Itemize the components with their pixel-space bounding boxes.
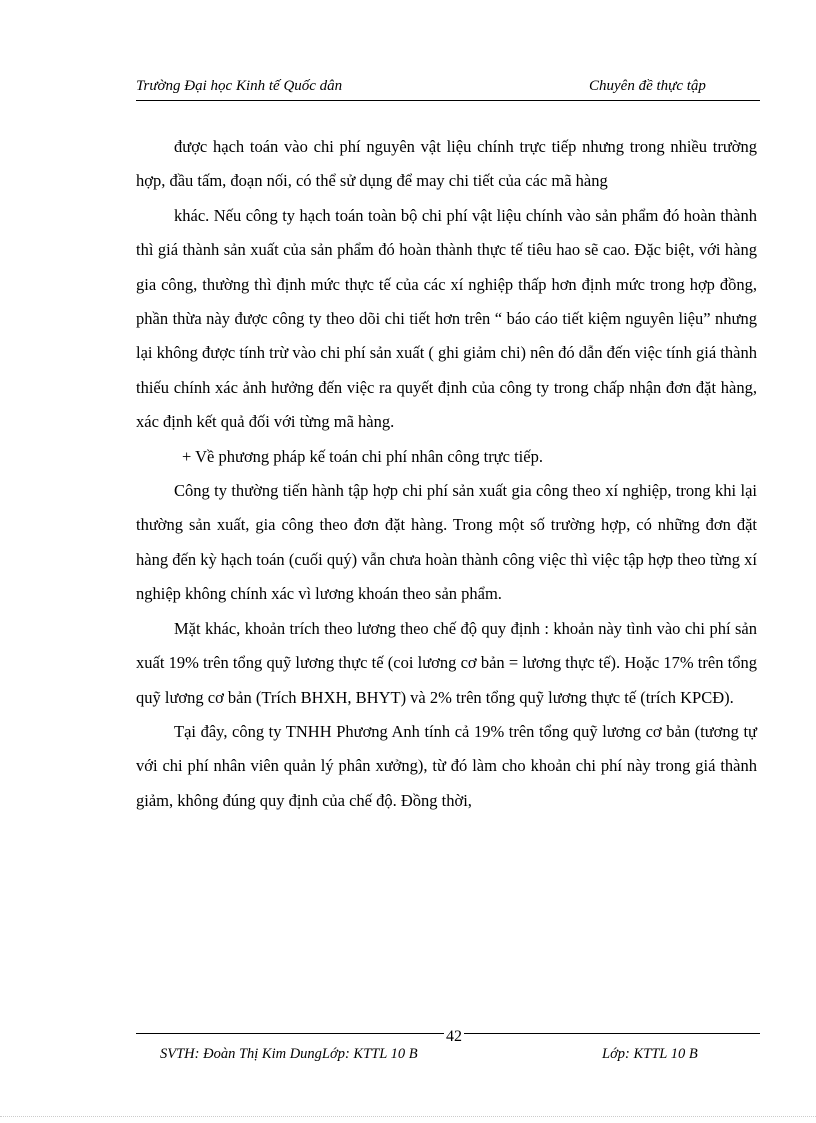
footer-class: Lớp: KTTL 10 B: [602, 1046, 698, 1062]
header-school-name: Trường Đại học Kinh tế Quốc dân: [136, 78, 343, 94]
paragraph-1: được hạch toán vào chi phí nguyên vật liệu chính trực tiếp nhưng trong nhiều trường hợp, đầu tấm, đoạn nối, có thể sử dụng để may chi tiết của các mã hàng: [136, 137, 757, 191]
paragraph-6: Tại đây, công ty TNHH Phương Anh tính cả 19% trên tổng quỹ lương cơ bản (tương tự với chi phí nhân viên quản lý phân xưởng), từ đó làm cho khoản chi phí này trong giá thành giảm, không đúng quy định của chế độ. Đồng thời,: [136, 721, 757, 810]
paragraph-3: + Về phương pháp kế toán chi phí nhân công trực tiếp.: [182, 446, 543, 466]
paragraph-2: khác. Nếu công ty hạch toán toàn bộ chi phí vật liệu chính vào sản phẩm đó hoàn thành thì giá thành sản xuất của sản phẩm đó hoàn thành thực tế tiêu hao sẽ cao. Đặc biệt, với hàng gia công, thường thì định mức thực tế của các xí nghiệp thấp hơn định mức trong hợp đồng, phần thừa này được công ty theo dõi chi tiết hơn trên “ báo cáo tiết kiệm nguyên liệu” nhưng lại không được tính trừ vào chi phí sản xuất ( ghi giảm chi) nên đó dẫn đến việc tính giá thành thiếu chính xác ảnh hưởng đến việc ra quyết định của công ty trong chấp nhận đơn đặt hàng, xác định kết quả đối với từng mã hàng.: [136, 205, 757, 432]
body-text: [136, 130, 757, 818]
page-bottom-edge: [0, 1116, 816, 1117]
page-header: [136, 76, 760, 101]
paragraph-5: Mặt khác, khoản trích theo lương theo chế độ quy định : khoản này tình vào chi phí sản xuất 19% trên tổng quỹ lương thực tế (coi lương cơ bản = lương thực tế). Hoặc 17% trên tổng quỹ lương cơ bản (Trích BHXH, BHYT) và 2% trên tổng quỹ lương thực tế (trích KPCĐ).: [136, 618, 757, 707]
paragraph-4: Công ty thường tiến hành tập hợp chi phí sản xuất gia công theo xí nghiệp, trong khi lại thường sản xuất, gia công theo đơn đặt hàng. Trong một số trường hợp, có những đơn đặt hàng đến kỳ hạch toán (cuối quý) vẫn chưa hoàn thành công việc thì việc tập hợp theo từng xí nghiệp không chính xác vì lương khoán theo sản phẩm.: [136, 481, 757, 604]
footer-student-info: SVTH: Đoàn Thị Kim DungLớp: KTTL 10 B: [160, 1046, 418, 1062]
page-number: 42: [446, 1028, 462, 1045]
header-document-title: Chuyên đề thực tập: [589, 78, 706, 94]
